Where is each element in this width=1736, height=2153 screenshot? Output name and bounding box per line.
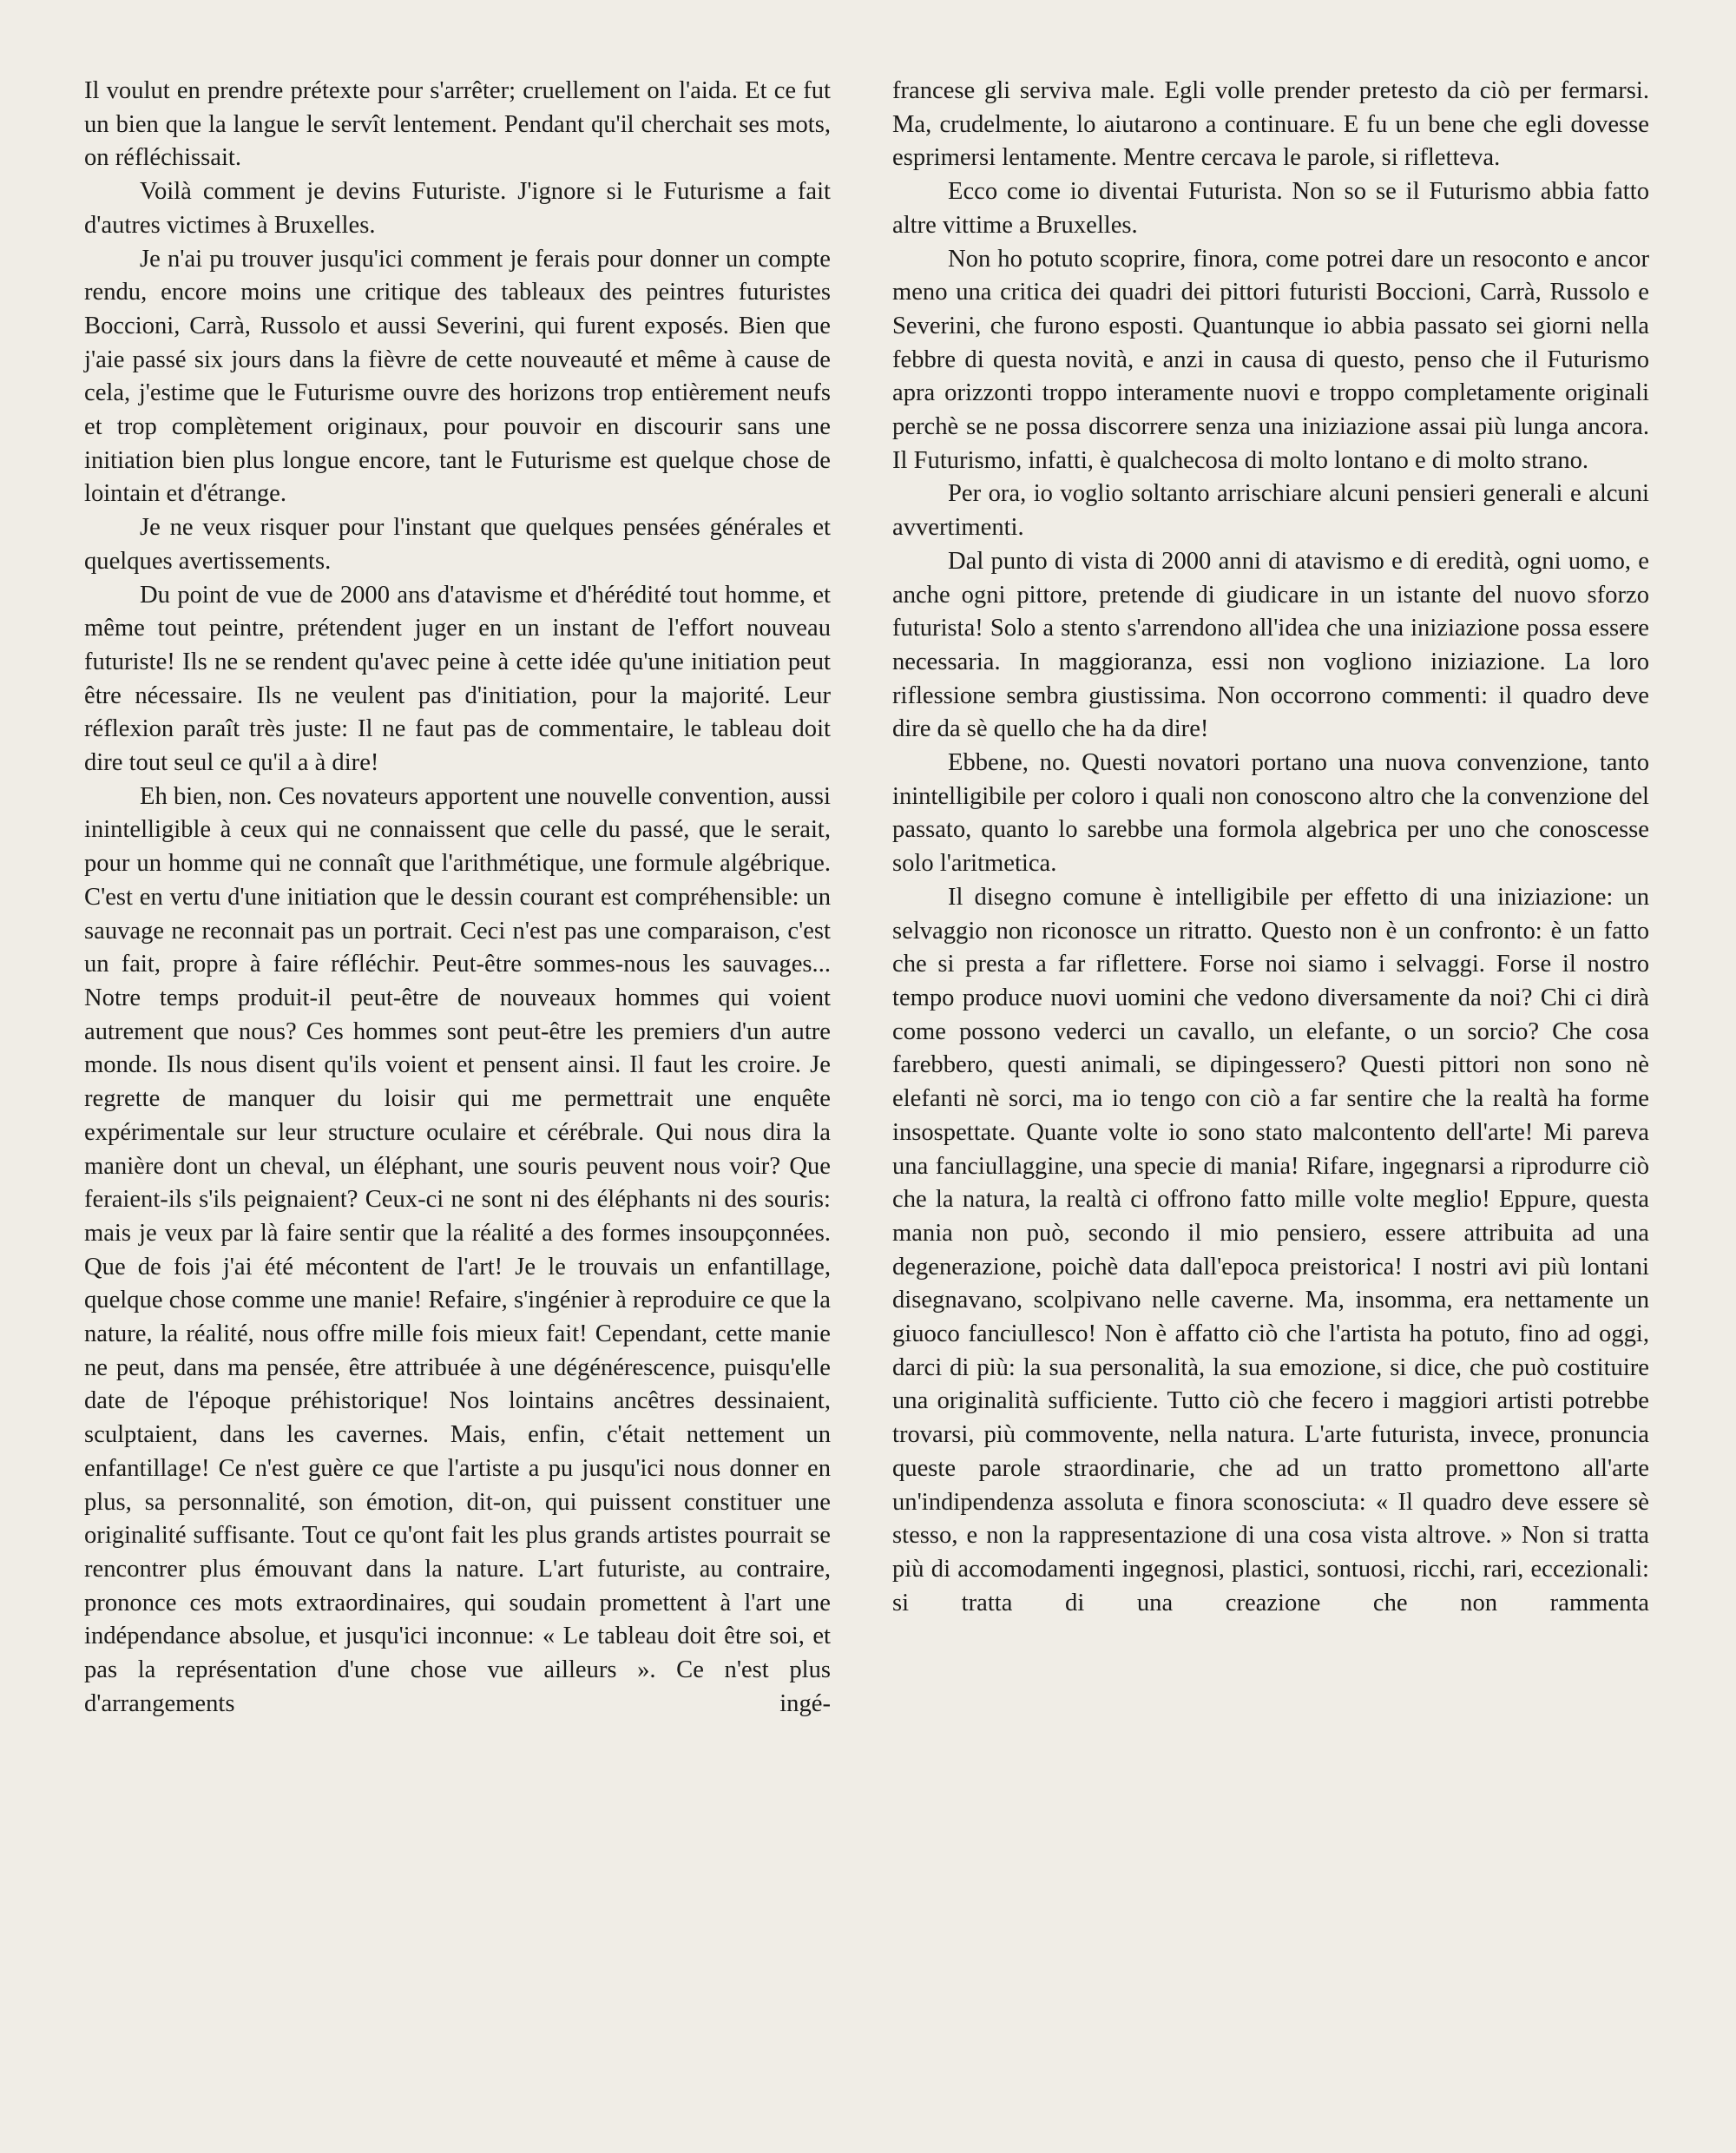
paragraph-it-5: Dal punto di vista di 2000 anni di atavismo e di eredità, ogni uomo, e anche ogni pittore, pretende di giudicare in un istante del nuovo sforzo futurista! Solo a stento s'arrendono all'idea che una iniziazione possa essere necessaria. In maggioranza, essi non vogliono iniziazione. La loro riflessione sembra giustissima. Non occorrono commenti: il quadro deve dire da sè quello che ha da dire! (892, 547, 1649, 743)
paragraph-it-7: Il disegno comune è intelligibile per effetto di una iniziazione: un selvaggio non riconosce un ritratto. Questo non è un confronto: è un fatto che si presta a far riflettere. Forse noi siamo i selvaggi. Forse il nostro tempo produce nuovi uomini che vedono diversamente da noi? Chi ci dirà come possono vederci un cavallo, un elefante, o un sorcio? Che cosa farebbero, questi animali, se dipingessero? Questi pittori non sono nè elefanti nè sorci, ma io tengo con ciò a far sentire che la realtà ha forme insospettate. Quante volte io sono stato malcontento dell'arte! Mi pareva una fanciullaggine, una specie di mania! Rifare, ingegnarsi a riprodurre ciò che la natura, la realtà ci offrono fatto mille volte meglio! Eppure, questa mania non può, secondo il mio pensiero, essere attribuita ad una degenerazione, poichè data dall'epoca preistorica! I nostri avi più lontani disegnavano, scolpivano nelle caverne. Ma, insomma, era nettamente un giuoco fanciullesco! Non è affatto ciò che l'artista ha potuto, fino ad oggi, darci di più: la sua personalità, la sua emozione, si dice, che può costituire una originalità sufficiente. Tutto ciò che fecero i maggiori artisti potrebbe trovarsi, più commovente, nella natura. L'arte futurista, invece, pronuncia queste parole straordinarie, che ad un tratto promettono all'arte un'indipendenza assoluta e finora sconosciuta: « Il quadro deve essere sè stesso, e non la rappresentazione di una cosa vista altrove. » Non si tratta più di accomodamenti ingegnosi, plastici, sontuosi, ricchi, rari, eccezionali: si tratta di una creazione che non rammenta (892, 883, 1649, 1616)
paragraph-it-1: francese gli serviva male. Egli volle prender pretesto da ciò per fermarsi. Ma, crudelmente, lo aiutarono a continuare. E fu un bene che egli dovesse esprimersi lentamente. Mentre cercava le parole, si rifletteva. (892, 77, 1649, 172)
paragraph-it-4: Per ora, io voglio soltanto arrischiare alcuni pensieri generali e alcuni avvertimenti. (892, 480, 1649, 542)
paragraph-it-2: Ecco come io diventai Futurista. Non so se il Futurismo abbia fatto altre vittime a Bruxelles. (892, 178, 1649, 239)
paragraph-fr-5: Du point de vue de 2000 ans d'atavisme et d'hérédité tout homme, et même tout peintre, prétendent juger en un instant de l'effort nouveau futuriste! Ils ne se rendent qu'avec peine à cette idée qu'une initiation peut être nécessaire. Ils ne veulent pas d'initiation, pour la majorité. Leur réflexion paraît très juste: Il ne faut pas de commentaire, le tableau doit dire tout seul ce qu'il a à dire! (84, 581, 831, 777)
paragraph-fr-2: Voilà comment je devins Futuriste. J'ignore si le Futurisme a fait d'autres victimes à Bruxelles. (84, 178, 831, 239)
paragraph-fr-1: Il voulut en prendre prétexte pour s'arrêter; cruellement on l'aida. Et ce fut un bien que la langue le servît lentement. Pendant qu'il cherchait ses mots, on réfléchissait. (84, 77, 831, 172)
paragraph-fr-3: Je n'ai pu trouver jusqu'ici comment je ferais pour donner un compte rendu, encore moins une critique des tableaux des peintres futuristes Boccioni, Carrà, Russolo et aussi Severini, qui furent exposés. Bien que j'aie passé six jours dans la fièvre de cette nouveauté et même à cause de cela, j'estime que le Futurisme ouvre des horizons trop entièrement neufs et trop complètement originaux, pour pouvoir en discourir sans une initiation bien plus longue encore, tant le Futurisme est quelque chose de lointain et d'étrange. (84, 245, 831, 508)
italian-text-column (892, 75, 1649, 1620)
paragraph-it-6: Ebbene, no. Questi novatori portano una nuova convenzione, tanto inintelligibile per coloro i quali non conoscono altro che la convenzione del passato, quanto lo sarebbe una formola algebrica per uno che conoscesse solo l'aritmetica. (892, 749, 1649, 878)
paragraph-fr-6: Eh bien, non. Ces novateurs apportent une nouvelle convention, aussi inintelligible à ceux qui ne connaissent que celle du passé, que le serait, pour un homme qui ne connaît que l'arithmétique, une formule algébrique. C'est en vertu d'une initiation que le dessin courant est compréhensible: un sauvage ne reconnait pas un portrait. Ceci n'est pas une comparaison, c'est un fait, propre à faire réfléchir. Peut-être sommes-nous les sauvages... Notre temps produit-il peut-être de nouveaux hommes qui voient autrement que nous? Ces hommes sont peut-être les premiers d'un autre monde. Ils nous disent qu'ils voient et pensent ainsi. Il faut les croire. Je regrette de manquer du loisir qui me permettrait une enquête expérimentale sur leur structure oculaire et cérébrale. Qui nous dira la manière dont un cheval, un éléphant, une souris peuvent nous voir? Que feraient-ils s'ils peignaient? Ceux-ci ne sont ni des éléphants ni des souris: mais je veux par là faire sentir que la réalité a des formes insoupçonnées. Que de fois j'ai été mécontent de l'art! Je le trouvais un enfantillage, quelque chose comme une manie! Refaire, s'ingénier à reproduire ce que la nature, la réalité, nous offre mille fois mieux fait! Cependant, cette manie ne peut, dans ma pensée, être attribuée à une dégénérescence, puisqu'elle date de l'époque préhistorique! Nos lointains ancêtres dessinaient, sculptaient, dans les cavernes. Mais, enfin, c'était nettement un enfantillage! Ce n'est guère ce que l'artiste a pu jusqu'ici nous donner en plus, sa personnalité, son émotion, dit-on, qui puissent constituer une originalité suffisante. Tout ce qu'ont fait les plus grands artistes pourrait se rencontrer plus émouvant dans la nature. L'art futuriste, au contraire, prononce ces mots extraordinaires, qui soudain promettent à l'art une indépendance absolue, et jusqu'ici inconnue: « Le tableau doit être soi, et pas la représentation d'une chose vue ailleurs ». Ce n'est plus d'arrangements ingé- (84, 782, 831, 1717)
french-text-column (84, 75, 831, 1721)
paragraph-it-3: Non ho potuto scoprire, finora, come potrei dare un resoconto e ancor meno una critica dei quadri dei pittori futuristi Boccioni, Carrà, Russolo e Severini, che furono esposti. Quantunque io abbia passato sei giorni nella febbre di questa novità, e anzi in causa di questo, penso che il Futurismo apra orizzonti troppo interamente nuovi e troppo completamente originali perchè se ne possa discorrere senza una iniziazione assai più lunga ancora. Il Futurismo, infatti, è qualchecosa di molto lontano e di molto strano. (892, 245, 1649, 474)
paragraph-fr-4: Je ne veux risquer pour l'instant que quelques pensées générales et quelques avertissements. (84, 514, 831, 575)
